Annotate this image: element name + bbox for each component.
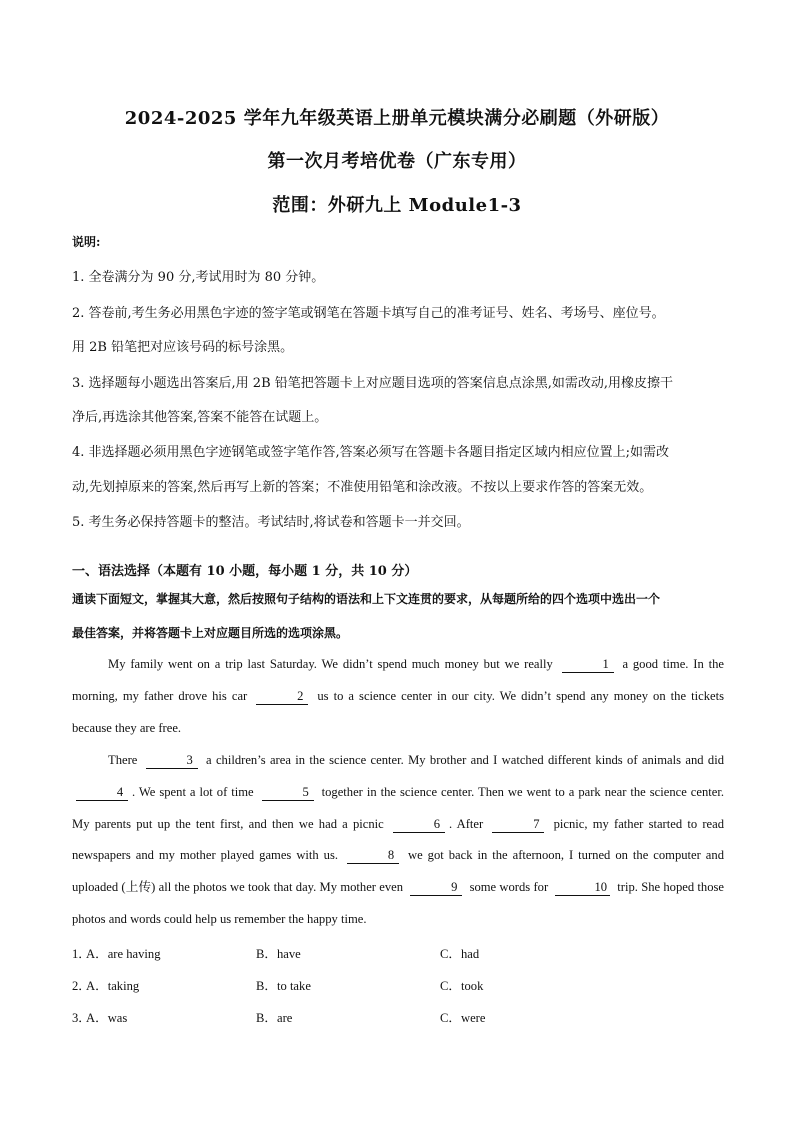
answer-blank-6: 6: [393, 817, 445, 833]
reading-passage: [72, 649, 724, 936]
instruction-line: 净后,再选涂其他答案,答案不能答在试题上。: [72, 410, 328, 425]
option-b: B．are: [256, 1011, 293, 1025]
answer-blank-4: 4: [76, 785, 128, 801]
instruction-line: 2. 答卷前,考生务必用黑色字迹的签字笔或钢笔在答题卡填写自己的准考证号、姓名、考场号、座位号。: [72, 306, 665, 321]
instruction-line: 1. 全卷满分为 90 分,考试用时为 80 分钟。: [72, 270, 325, 285]
option-c: C．were: [440, 1011, 486, 1025]
exam-subtitle: 第一次月考培优卷（广东专用）: [267, 151, 527, 172]
question-row: [72, 943, 632, 963]
instruction-line: 5. 考生务必保持答题卡的整洁。考试结时,将试卷和答题卡一并交回。: [72, 515, 470, 530]
instructions-label: 说明:: [72, 235, 101, 249]
answer-blank-9: 9: [410, 880, 462, 896]
answer-blank-2: 2: [256, 689, 308, 705]
exam-title: 2024-2025 学年九年级英语上册单元模块满分必刷题（外研版）: [124, 108, 670, 129]
option-b: B．to take: [256, 979, 311, 993]
option-b: B．have: [256, 947, 301, 961]
passage-paragraph-2: There 3 a children’s area in the science center. My brother and I watched different kinds of animals and did 4 . We spent a lot of time 5 together in the science center. Then we went to a park near the science center. My parents put up the tent first, and then we had a picnic 6 . After 7 picnic, my father started to read newspapers and my mother played games with us. 8 we got back in the afternoon, I turned on the computer and uploaded (上传) all the photos we took that day. My mother even 9 some words for 10 trip. She hoped those photos and words could help us remember the happy time.: [72, 752, 724, 927]
option-c: C．took: [440, 979, 484, 993]
section-heading: 一、语法选择（本题有 10 小题，每小题 1 分，共 10 分）: [72, 564, 418, 579]
passage-paragraph-1: My family went on a trip last Saturday. We didn’t spend much money but we really 1 a good time. In the morning, my father drove his car 2 us to a science center in our city. We didn’t spend any money on the tickets because they are free.: [72, 657, 724, 735]
exam-scope: 范围：外研九上 Module1-3: [272, 195, 522, 216]
option-a: A．was: [86, 1011, 128, 1025]
question-row: [72, 1007, 632, 1027]
question-number: 3．: [72, 1011, 91, 1025]
answer-blank-7: 7: [492, 817, 544, 833]
question-number: 1．: [72, 947, 91, 961]
answer-blank-10: 10: [555, 880, 610, 896]
answer-blank-1: 1: [562, 657, 614, 673]
option-a: A．are having: [86, 947, 161, 961]
answer-blank-5: 5: [262, 785, 314, 801]
instruction-line: 4. 非选择题必须用黑色字迹钢笔或签字笔作答,答案必须写在答题卡各题目指定区域内相应位置上;如需改: [72, 445, 670, 460]
answer-blank-3: 3: [146, 753, 198, 769]
option-a: A．taking: [86, 979, 140, 993]
option-c: C．had: [440, 947, 480, 961]
instruction-line: 3. 选择题每小题选出答案后,用 2B 铅笔把答题卡上对应题目选项的答案信息点涂黑,如需改动,用橡皮擦干: [72, 376, 674, 391]
section-directions: 最佳答案，并将答题卡上对应题目所选的选项涂黑。: [72, 626, 349, 640]
answer-blank-8: 8: [347, 848, 399, 864]
section-directions: 通读下面短文，掌握其大意，然后按照句子结构的语法和上下文连贯的要求，从每题所给的四个选项中选出一个: [72, 592, 661, 606]
instruction-line: 用 2B 铅笔把对应该号码的标号涂黑。: [72, 340, 294, 355]
question-number: 2．: [72, 979, 91, 993]
instruction-line: 动,先划掉原来的答案,然后再写上新的答案；不准使用铅笔和涂改液。不按以上要求作答的答案无效。: [72, 480, 653, 495]
question-row: [72, 975, 632, 995]
